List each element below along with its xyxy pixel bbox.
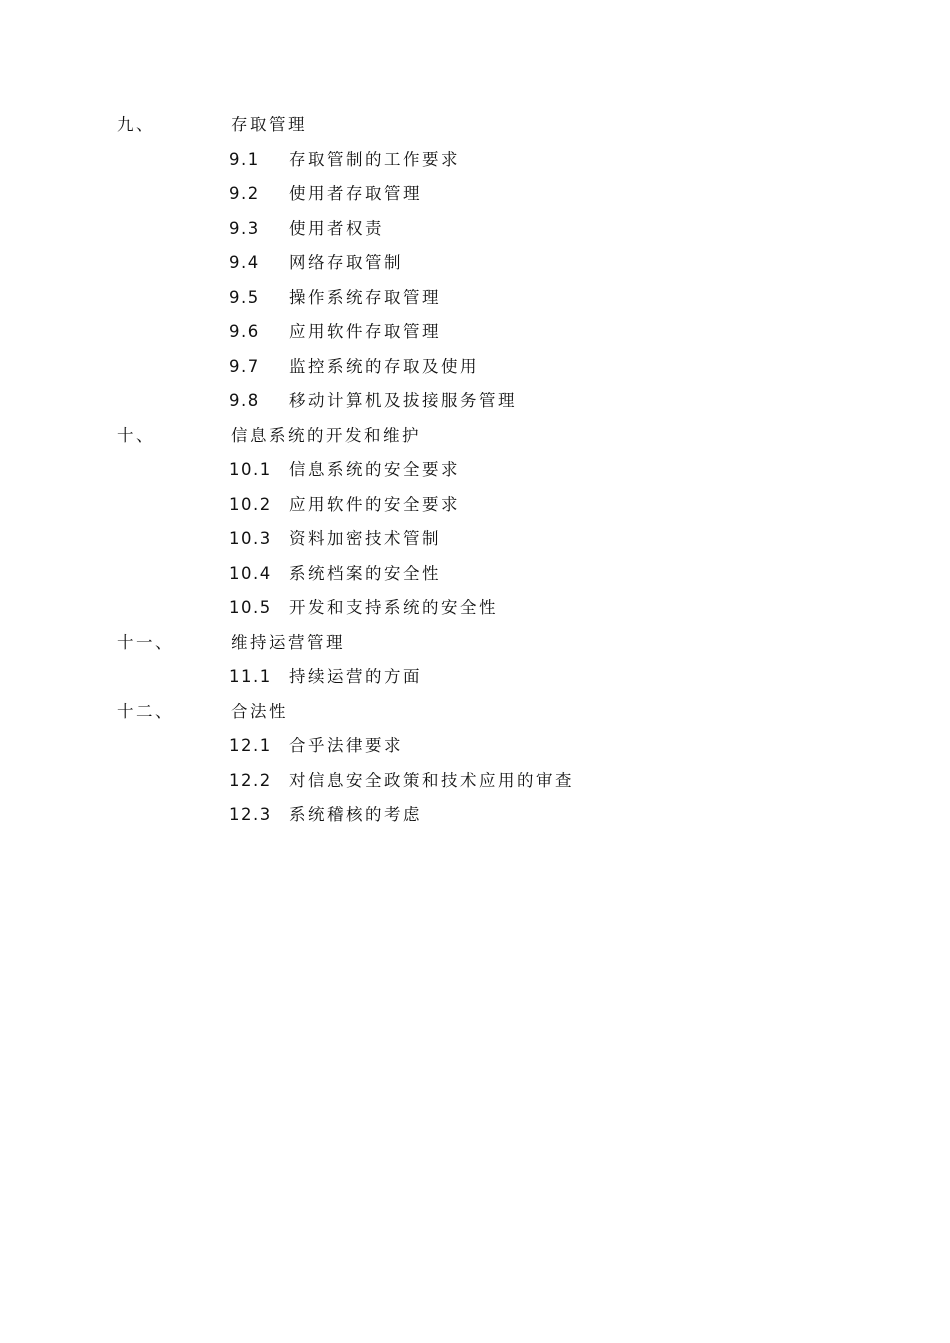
toc-chapter-12 <box>117 695 817 730</box>
toc-section-10-2 <box>117 488 817 523</box>
toc-section-11-1 <box>117 660 817 695</box>
section-title: 对信息安全政策和技术应用的审查 <box>289 770 574 790</box>
toc-section-12-3 <box>117 798 817 833</box>
section-title: 应用软件的安全要求 <box>289 494 460 514</box>
section-title: 移动计算机及拔接服务管理 <box>289 391 517 410</box>
toc-section-12-1 <box>117 729 817 764</box>
section-number: 10.4 <box>229 563 272 583</box>
section-number: 9.8 <box>229 391 260 410</box>
toc-chapter-9 <box>117 108 817 143</box>
section-number: 9.6 <box>229 322 260 341</box>
toc-section-9-5 <box>117 281 817 316</box>
section-title: 监控系统的存取及使用 <box>289 356 479 376</box>
section-title: 资料加密技术管制 <box>289 529 441 548</box>
toc-section-9-6 <box>117 315 817 350</box>
toc-section-9-1 <box>117 143 817 178</box>
section-title: 网络存取管制 <box>289 253 403 272</box>
section-number: 9.3 <box>229 218 260 238</box>
section-title: 合乎法律要求 <box>289 736 403 755</box>
toc-section-9-3 <box>117 212 817 247</box>
table-of-contents <box>117 108 817 833</box>
section-number: 11.1 <box>229 667 272 686</box>
section-title: 使用者存取管理 <box>289 184 422 203</box>
toc-chapter-10 <box>117 419 817 454</box>
section-number: 9.4 <box>229 253 260 272</box>
section-title: 开发和支持系统的安全性 <box>289 598 498 617</box>
toc-section-10-3 <box>117 522 817 557</box>
chapter-title: 信息系统的开发和维护 <box>231 425 421 445</box>
chapter-title: 合法性 <box>231 701 288 721</box>
section-title: 系统稽核的考虑 <box>289 805 422 824</box>
section-number: 12.1 <box>229 736 272 755</box>
chapter-number: 十、 <box>117 425 155 445</box>
section-title: 操作系统存取管理 <box>289 287 441 307</box>
chapter-number: 十一、 <box>117 632 174 652</box>
chapter-title: 维持运营管理 <box>231 632 345 652</box>
chapter-title: 存取管理 <box>231 115 307 134</box>
toc-section-10-5 <box>117 591 817 626</box>
section-title: 系统档案的安全性 <box>289 563 441 583</box>
toc-section-9-4 <box>117 246 817 281</box>
section-title: 应用软件存取管理 <box>289 322 441 341</box>
toc-section-12-2 <box>117 764 817 799</box>
section-title: 持续运营的方面 <box>289 667 422 686</box>
chapter-number: 十二、 <box>117 701 174 721</box>
chapter-number: 九、 <box>117 115 155 134</box>
section-number: 10.5 <box>229 598 272 617</box>
toc-section-10-1 <box>117 453 817 488</box>
toc-section-10-4 <box>117 557 817 592</box>
toc-chapter-11 <box>117 626 817 661</box>
section-number: 12.3 <box>229 805 272 824</box>
section-title: 信息系统的安全要求 <box>289 460 460 479</box>
toc-section-9-2 <box>117 177 817 212</box>
section-number: 9.5 <box>229 287 260 307</box>
section-title: 存取管制的工作要求 <box>289 149 460 169</box>
toc-section-9-7 <box>117 350 817 385</box>
section-number: 10.1 <box>229 460 272 479</box>
section-title: 使用者权责 <box>289 218 384 238</box>
section-number: 9.1 <box>229 149 260 169</box>
toc-section-9-8 <box>117 384 817 419</box>
section-number: 10.3 <box>229 529 272 548</box>
section-number: 10.2 <box>229 494 272 514</box>
section-number: 9.7 <box>229 356 260 376</box>
section-number: 9.2 <box>229 184 260 203</box>
section-number: 12.2 <box>229 770 272 790</box>
